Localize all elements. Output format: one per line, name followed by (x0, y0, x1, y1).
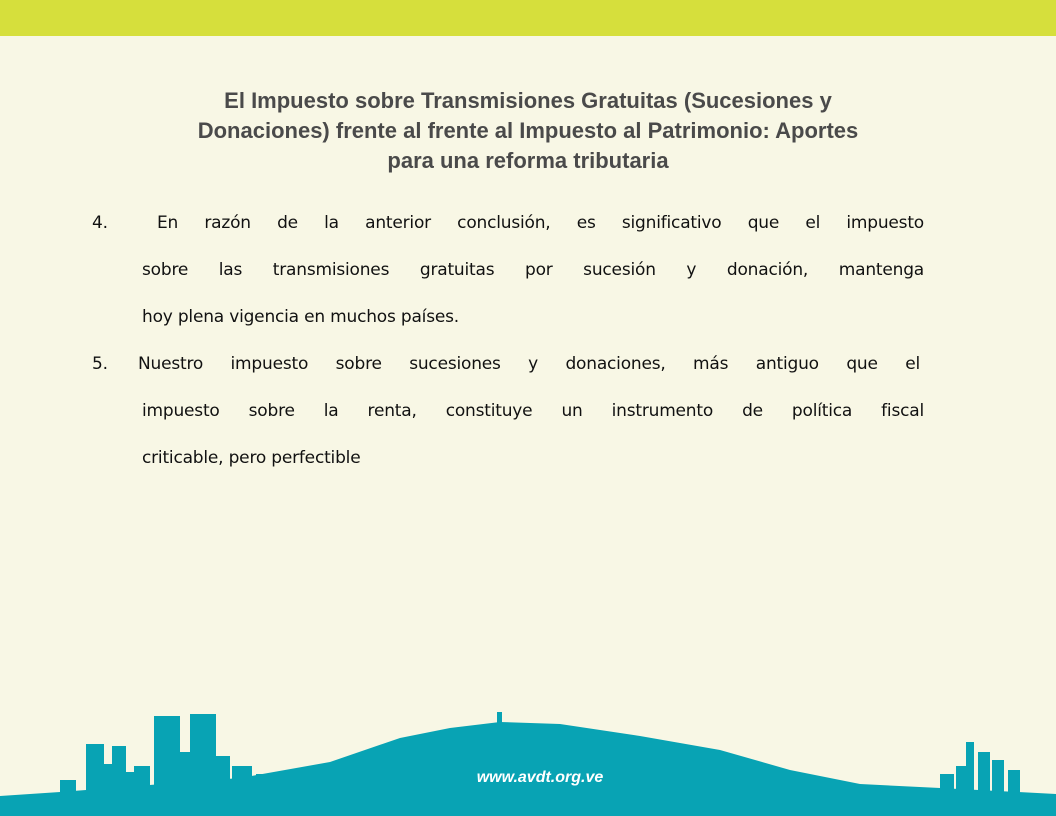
list-item-5 (92, 341, 924, 482)
item-4-line-3: hoy plena vigencia en muchos países. (142, 307, 459, 327)
list-item-4 (92, 200, 924, 341)
title-line-1: El Impuesto sobre Transmisiones Gratuitas (Sucesiones y (224, 88, 832, 113)
title-line-2: Donaciones) frente al frente al Impuesto al Patrimonio: Aportes (197, 118, 859, 143)
item-4-line-2: sobre las transmisiones gratuitas por sucesión y donación, mantenga (142, 260, 924, 280)
item-number-5: 5. (92, 354, 108, 374)
title-line-3: para una reforma tributaria (387, 148, 669, 173)
city-skyline-graphic (0, 700, 1056, 816)
conclusions-list (92, 200, 924, 482)
item-5-line-2: impuesto sobre la renta, constituye un instrumento de política fiscal (142, 401, 924, 421)
item-5-line-3: criticable, pero perfectible (142, 448, 361, 468)
footer-website-link[interactable]: www.avdt.org.ve (476, 769, 604, 786)
slide-title (90, 86, 966, 176)
item-5-line-1: Nuestro impuesto sobre sucesiones y donaciones, más antiguo que el (138, 354, 920, 374)
top-accent-bar (0, 0, 1056, 36)
item-number-4: 4. (92, 213, 108, 233)
item-4-line-1: En razón de la anterior conclusión, es significativo que el impuesto (157, 213, 924, 233)
